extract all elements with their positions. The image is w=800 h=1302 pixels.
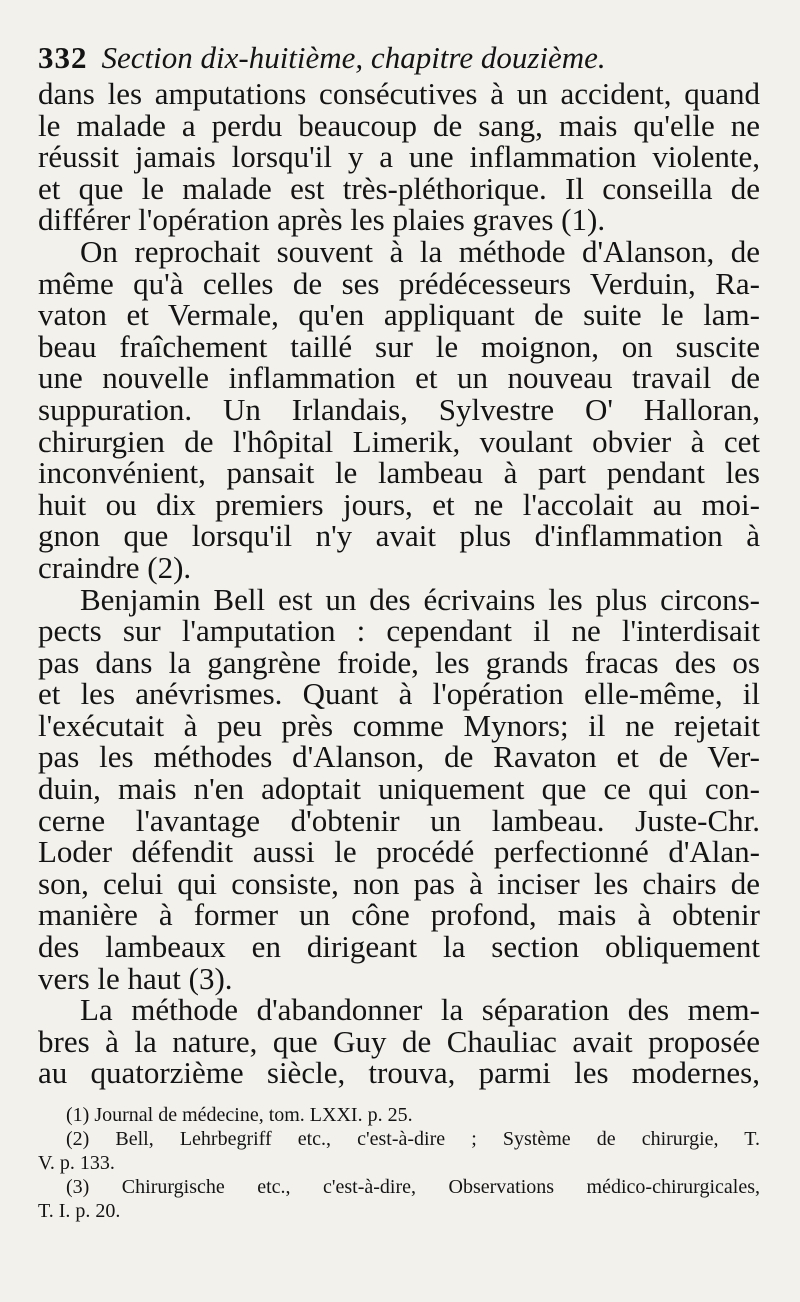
text-line: et les anévrismes. Quant à l'opération elle-même, il: [38, 676, 760, 712]
text-line: manière à former un cône profond, mais à obtenir: [38, 897, 760, 933]
text-line: suppuration. Un Irlandais, Sylvestre O' Halloran,: [38, 391, 760, 427]
footnote-line: T. I. p. 20.: [38, 1200, 121, 1222]
footnote-line: (3) Chirurgische etc., c'est-à-dire, Observations médico-chirurgicales,: [66, 1176, 760, 1198]
text-line: au quatorzième siècle, trouva, parmi les modernes,: [38, 1055, 760, 1091]
text-line: l'exécutait à peu près comme Mynors; il ne rejetait: [38, 707, 760, 743]
text-line: son, celui qui consiste, non pas à inciser les chairs de: [38, 865, 760, 901]
page-number: 332: [38, 40, 88, 75]
text-line: réussit jamais lorsqu'il y a une inflammation violente,: [38, 139, 760, 175]
text-line: dans les amputations consécutives à un accident, quand: [38, 76, 760, 111]
footnote-line: (2) Bell, Lehrbegriff etc., c'est-à-dire ; Système de chirurgie, T.: [66, 1128, 760, 1150]
text-line: bres à la nature, que Guy de Chauliac avait proposée: [38, 1023, 760, 1059]
running-title: Section dix-huitième, chapitre douzième.: [101, 40, 606, 75]
text-line: différer l'opération après les plaies graves (1).: [38, 202, 606, 238]
footnote-line: V. p. 133.: [38, 1152, 115, 1174]
text-line: vaton et Vermale, qu'en appliquant de suite le lam-: [38, 297, 760, 333]
text-line: et que le malade est très-pléthorique. Il conseilla de: [38, 170, 760, 206]
text-line: gnon que lorsqu'il n'y avait plus d'inflammation à: [38, 518, 760, 554]
text-line: beau fraîchement taillé sur le moignon, on suscite: [38, 328, 760, 364]
text-line: chirurgien de l'hôpital Limerik, voulant obvier à cet: [38, 423, 760, 459]
text-line: vers le haut (3).: [38, 960, 233, 996]
text-line: des lambeaux en dirigeant la section obliquement: [38, 929, 760, 965]
text-line: Loder défendit aussi le procédé perfectionné d'Alan-: [38, 834, 760, 870]
text-line: Benjamin Bell est un des écrivains les plus circons-: [80, 581, 760, 617]
text-line: craindre (2).: [38, 549, 192, 585]
text-line: cerne l'avantage d'obtenir un lambeau. Juste-Chr.: [38, 802, 760, 838]
text-line: une nouvelle inflammation et un nouveau travail de: [38, 360, 760, 396]
page-header: [38, 38, 760, 78]
text-line: inconvénient, pansait le lambeau à part pendant les: [38, 455, 760, 491]
text-line: le malade a perdu beaucoup de sang, mais qu'elle ne: [38, 107, 760, 143]
text-line: huit ou dix premiers jours, et ne l'accolait au moi-: [38, 486, 760, 522]
text-line: On reprochait souvent à la méthode d'Alanson, de: [80, 233, 760, 269]
body-text: [38, 78, 760, 1089]
text-line: pas les méthodes d'Alanson, de Ravaton et de Ver-: [38, 739, 760, 775]
text-line: La méthode d'abandonner la séparation des mem-: [80, 992, 760, 1028]
text-line: même qu'à celles de ses prédécesseurs Verduin, Ra-: [38, 265, 760, 301]
text-line: pas dans la gangrène froide, les grands fracas des os: [38, 644, 760, 680]
text-line: pects sur l'amputation : cependant il ne l'interdisait: [38, 613, 760, 649]
footnote-line: (1) Journal de médecine, tom. LXXI. p. 25.: [66, 1104, 413, 1126]
text-line: duin, mais n'en adoptait uniquement que ce qui con-: [38, 771, 760, 807]
footnotes: [38, 1103, 760, 1223]
